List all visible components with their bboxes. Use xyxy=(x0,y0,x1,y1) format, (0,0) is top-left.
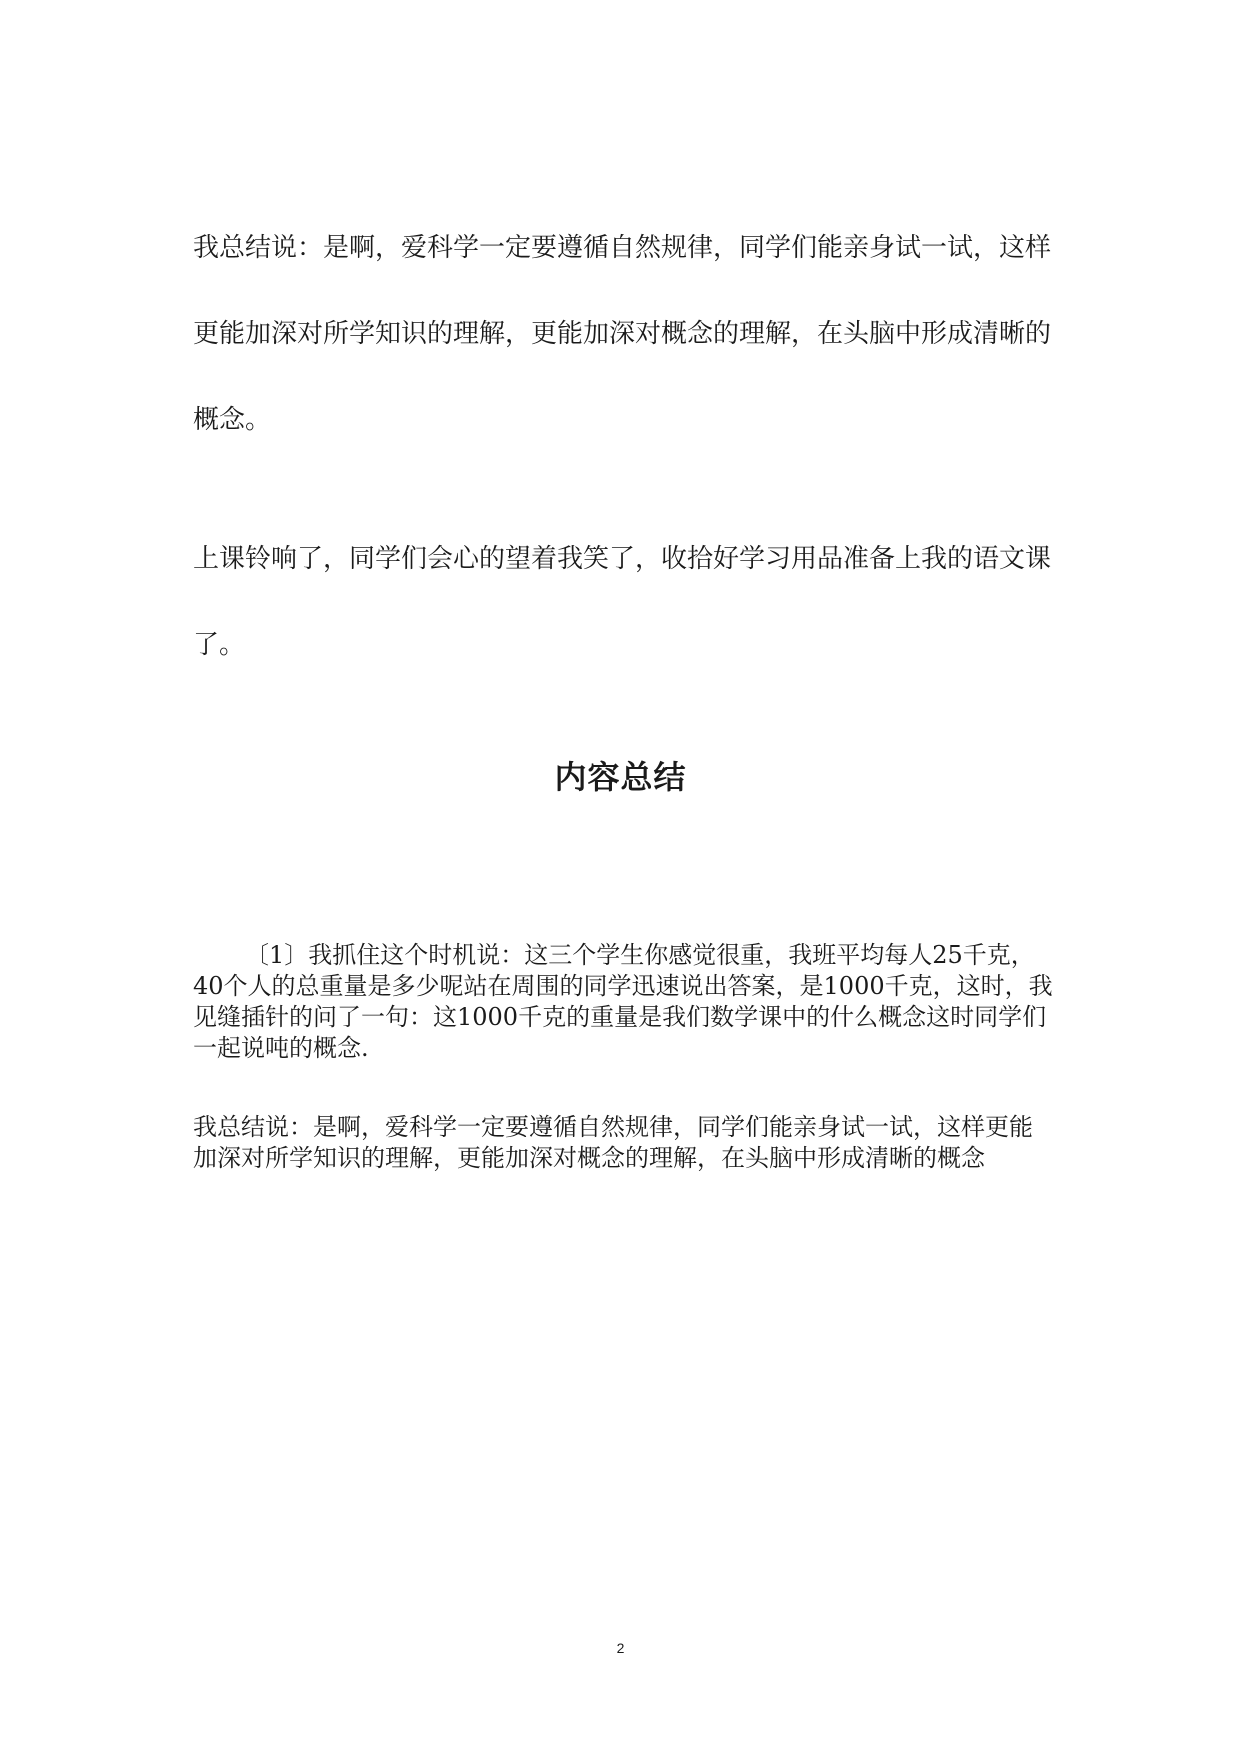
body-paragraph-1: 我总结说：是啊，爱科学一定要遵循自然规律，同学们能亲身试一试，这样更能加深对所学知识的理解，更能加深对概念的理解，在头脑中形成清晰的概念。 xyxy=(193,233,1052,435)
body-paragraph-2: 上课铃响了，同学们会心的望着我笑了，收拾好学习用品准备上我的语文课了。 xyxy=(193,544,1052,660)
summary-paragraph-2: 我总结说：是啊，爱科学一定要遵循自然规律，同学们能亲身试一试，这样更能加深对所学知识的理解，更能加深对概念的理解，在头脑中形成清晰的概念 xyxy=(193,1113,1033,1172)
page-number: 2 xyxy=(616,1640,625,1656)
summary-paragraph-1: 〔1〕我抓住这个时机说：这三个学生你感觉很重，我班平均每人25千克，40个人的总重量是多少呢站在周围的同学迅速说出答案，是1000千克，这时，我见缝插针的问了一句：这1000千克的重量是我们数学课中的什么概念这时同学们一起说吨的概念. xyxy=(193,941,1053,1062)
summary-heading: 内容总结 xyxy=(554,758,687,796)
